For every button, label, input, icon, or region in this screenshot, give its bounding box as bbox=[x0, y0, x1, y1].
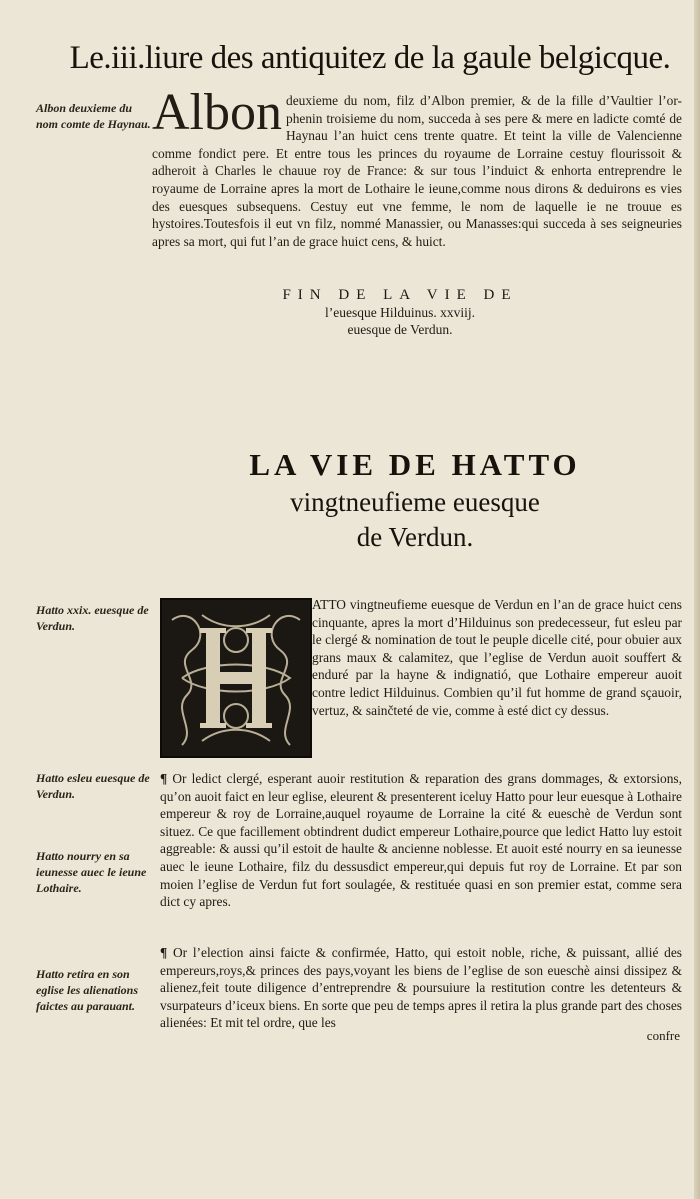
pilcrow-icon: ¶ bbox=[160, 945, 168, 960]
paragraph-text: Or ledict clergé, esperant auoir restitution & reparation des grans dommages, & extorsions, qu’on auoit faict en leur eglise, eleurent & presenterent iceluy Hatto pour leur euesque à Lothaire empereur & roy de Lorraine,auquel royaume de Lorraine la cité & eueschè de Verdun sont situez. Ce que facillement obtindrent dudict empereur Lothaire,pource que ledict Hatto luy estoit aggreable: & aussi qu’il estoit de haulte & ancienne noblesse. Et auoit esté nourry en sa ieunesse auec le ieune Lothaire, filz du dessusdict empereur,qui depuis fut roy de Lorraine. Et par son moien l’eglise de Verdun fut fort soulagée, & restituée quasi en son premier estat, comme sera dict cy apres. bbox=[160, 771, 682, 910]
margin-note: Hatto nourry en sa ieunesse auec le ieune Lothaire. bbox=[36, 849, 147, 895]
paragraph-restitution bbox=[160, 944, 682, 1032]
paragraph-text: deuxieme du nom, filz d’Albon premier, & de la fille d’Vaultier l’or-phenin troisieme du nom, succeda à ses pere & mere en ladicte comté de Haynau l’an huict cens trente quatre. Et teint la ville de Valencienne comme fondict pere. Et entre tous les princes du royaume de Lorraine cestuy flourissoit & adheroit à Charles le chauue roy de France: & sur tous l’induict & enhorta entreprendre le royaume de Lorraine apres la mort de Lothaire le ieune,comme nous dirons & deduirons es vies des euesques subsequens. Cestuy eut vne femme, le nom de laquelle ie ne trouue es hystoires.Toutesfois il eut vn filz, nommé Manassier, ou Manasses:qui succeda à ses seigneuries apres sa mort, qui fut l’an de grace huict cens, & huict. bbox=[152, 93, 682, 249]
rubric-line: FIN DE LA VIE DE bbox=[282, 287, 518, 303]
text-block-hatto: ATTO vingtneufieme euesque de Verdun en l’an de grace huict cens cinquante, apres la mort d’Hilduinus son predecesseur, fut esleu par le clergé & nomination de tout le peuple dicelle cité, pour obuier aux grans maux & calamitez, que l’eglise de Verdun auoit souffert & enduré par la hayne & indignatió, que Lothaire empereur auoit contre ledict Hilduinus. Combien qu’il fut homme de grand sçauoir, vertuz, & sainčteté de vie, comme à esté dict cy dessus. bbox=[312, 597, 682, 718]
paragraph-text: Or l’election ainsi faicte & confirmée, Hatto, qui estoit noble, riche, & puissant, allié des empereurs,roys,& princes des pays,voyant les biens de l’eglise de son eueschè ainsi dissipez & alienez,feit toute diligence d’entreprendre & poursuiure la restitution contre les detenteurs & vsurpateurs d’iceux biens. En sorte que peu de temps apres il retira la plus grande part des choses alienées: Et mit tel ordre, que les bbox=[160, 945, 682, 1031]
rubric-line: euesque de Verdun. bbox=[347, 322, 453, 337]
margin-note: Albon deuxieme du nom comte de Haynau. bbox=[36, 101, 151, 131]
running-title: Le.iii.liure des antiquitez de la gaule belgicque. bbox=[69, 40, 671, 76]
page-edge bbox=[694, 0, 700, 1199]
title-line: vingtneufieme euesque bbox=[290, 487, 540, 517]
decorated-initial bbox=[160, 598, 312, 758]
margin-note: Hatto esleu euesque de Verdun. bbox=[36, 771, 150, 801]
svg-text:H: H bbox=[235, 700, 237, 701]
title-line: LA VIE DE HATTO bbox=[249, 447, 581, 482]
title-line: de Verdun. bbox=[356, 522, 474, 552]
drop-word: Albon bbox=[152, 84, 282, 141]
paragraph-election bbox=[160, 770, 682, 911]
margin-note: Hatto retira en son eglise les alienations faictes au parauant. bbox=[36, 967, 138, 1013]
catchword: confre bbox=[646, 1028, 680, 1043]
chapter-title bbox=[150, 446, 680, 554]
text-block-albon bbox=[152, 84, 682, 250]
end-rubric bbox=[200, 286, 600, 338]
pilcrow-icon: ¶ bbox=[160, 771, 168, 786]
margin-note: Hatto xxix. euesque de Verdun. bbox=[36, 603, 149, 633]
rubric-line: l’euesque Hilduinus. xxviij. bbox=[325, 305, 475, 320]
ornament-icon bbox=[162, 600, 310, 756]
